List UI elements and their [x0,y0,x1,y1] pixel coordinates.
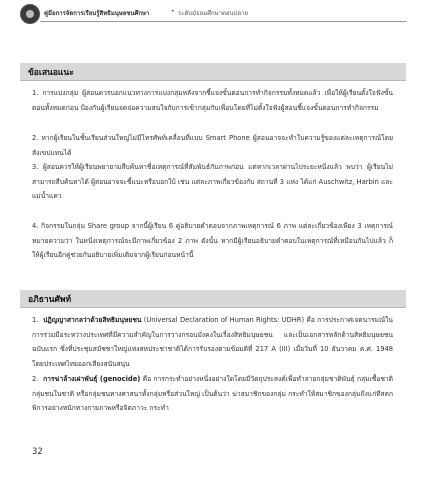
suggestion-item: 1. การแบ่งกลุ่ม ผู้สอนควรบอกแนวทางการแบ่งกลุ่มหลังจากชี้แจงขั้นตอนการทำกิจกรรมทั้งหมดแล้ว เพื่อให้ผู้เรียนตั้งใจฟังขั้นตอนทั้งหมดก่อน ป้องกันผู้เรียนจดจ่อความสนใจกับการเข้ากลุ่มกับเพื่อนโดยที่ไม่ตั้งใจฟังผู้สอนชี้แจงขั้นตอนการทำกิจกรรม [32,89,393,112]
page-header [0,0,427,24]
glossary-definition: (Universal Declaration of Human Rights: UDHR) คือ การประกาศเจตนารมณ์ในการร่วมมือระหว่างประเทศที่มีความสำคัญในการวางกรอบมั่งคงในเรื่องสิทธิมนุษยชน และเป็นเอกสารหลักด้านสิทธิมนุษยชนฉบับแรก ซึ่งที่ประชุมสมัชชาใหญ่แห่งสหประชาชาติได้การรับรองตามข้อมติที่ 217 A (III) เมื่อวันที่ 10 ธันวาคม ค.ศ. 1948 โดยประเทศไทยออกเสียงสนับสนุน [32,316,393,368]
header-separator: • [171,8,175,15]
suggestions-heading-bar [20,63,406,81]
page-number: 32 [32,447,43,457]
glossary-term: การฆ่าล้างเผ่าพันธุ์ (genocide) [43,375,141,383]
glossary-term: ปฏิญญาสากลว่าด้วยสิทธิมนุษยชน [43,316,142,324]
header-divider [40,21,407,22]
header-subtitle: ระดับมัธยมศึกษาตอนปลาย [178,10,248,17]
institution-logo-icon [20,4,40,24]
glossary-item-number: 2. [32,375,39,383]
suggestions-heading: ข้อเสนอแนะ [28,68,74,78]
suggestion-item: 4. กิจกรรมในกลุ่ม Share group จากนี้ผู้เรียน 6 คู่อธิบายคำตอบจากภาพเหตุการณ์ 6 ภาพ แต่ละเกี่ยวข้องเพียง 3 เหตุการณ์ หมายความว่า ในหนึ่งเหตุการณ์จะมีภาพเกี่ยวข้อง 2 ภาพ ดังนั้น หากมีผู้เรียนอธิบายคำตอบในเหตุการณ์ที่เหมือนกันไปแล้ว ก็ให้ผู้เรียนอีกคู่ช่วยกันอธิบายเพิ่มเติมจากผู้เรียนก่อนหน้านี้ [32,222,393,260]
glossary-item [32,372,393,416]
glossary-heading-bar [20,290,406,308]
suggestion-item: 2. หากผู้เรียนในชั้นเรียนส่วนใหญ่ไม่มีโทรศัพท์เคลื่อนที่แบบ Smart Phone ผู้สอนอาจจะทำใบความรู้ของแต่ละเหตุการณ์โดยสังเขปแทนได้ [32,134,393,157]
header-title: คู่มือการจัดการเรียนรู้สิทธิมนุษยชนศึกษา [44,10,150,17]
glossary-item-number: 1. [32,316,39,324]
suggestion-item: 3. ผู้สอนควรให้ผู้เรียนพยายามสืบค้นหาชื่อเหตุการณ์ที่สัมพันธ์กับภาพก่อน แต่หากเวลาผ่านไประยะหนึ่งแล้ว พบว่า ผู้เรียนไม่สามารถสืบค้นหาได้ ผู้สอนอาจจะชี้แนะหรือบอกใบ้ เช่น แต่ละภาพเกี่ยวข้องกับ สถานที่ 3 แห่ง ได้แก่ Auschwitz, Harbin และแม่น้ำแคว [32,163,393,201]
glossary-definition: คือ การกระทำอย่างหนึ่งอย่างใดโดยมีวัตถุประสงค์เพื่อทำลายกลุ่มชาติพันธุ์ กลุ่มเชื้อชาติ กลุ่มชนในชาติ หรือกลุ่มชนทางศาสนาทั้งกลุ่มหรือส่วนใหญ่ เป็นต้นว่า ฆ่าสมาชิกของกลุ่ม กระทำให้สมาชิกของกลุ่มถึงแก่ทีสตกพิการอย่างหนักทางกายภาพหรือจิตภาวะ กระทำ [32,375,393,413]
glossary-item [32,313,393,371]
glossary-heading: อภิธานศัพท์ [28,295,72,305]
